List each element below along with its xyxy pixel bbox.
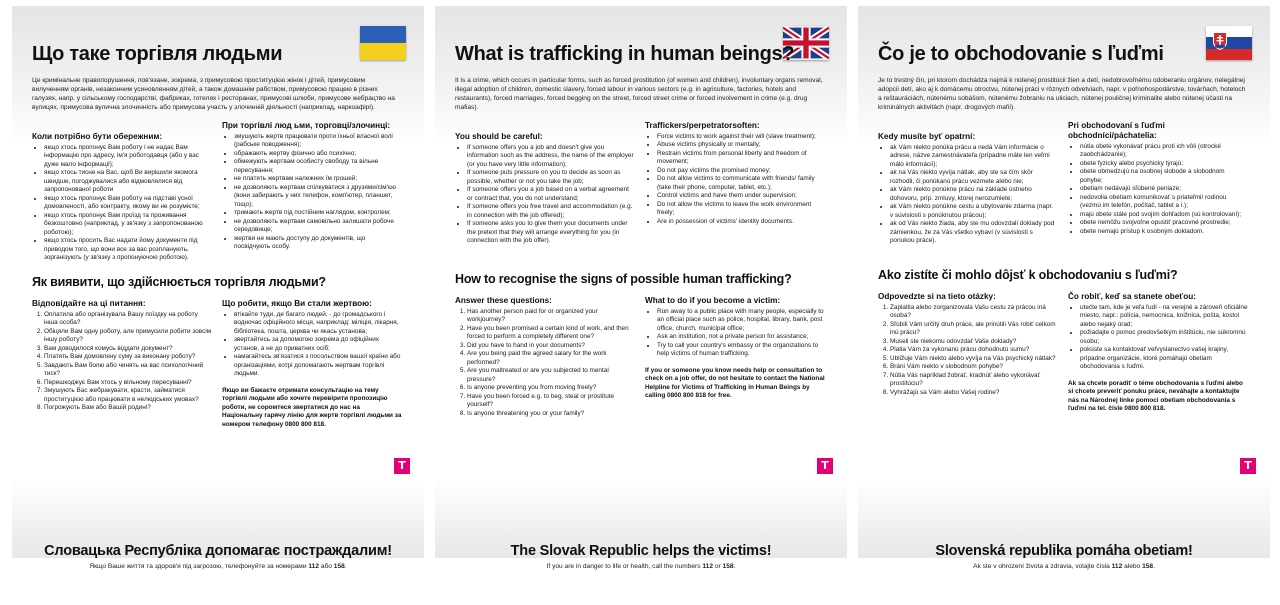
list-item: • obete nemôžu svojvoľne opustiť pracovné prostredie; <box>1080 219 1248 228</box>
traffickers-column <box>645 121 825 246</box>
emergency-number-158: 158 <box>333 563 345 570</box>
list-item: • ображають жертву фізично або психічно; <box>234 150 402 159</box>
list-item: • If someone offers you free travel and accommodation (e.g. in connection with the job offered); <box>467 203 635 220</box>
telekom-t-logo-icon: T <box>1240 458 1256 474</box>
panel-title: Що таке торгівля людьми <box>32 43 283 65</box>
list-item: • якщо хтось пропонує Вам роботу на підставі усної домовленості, або контракту, якому ви не розумієте; <box>44 195 212 212</box>
intro-paragraph: It is a crime, which occurs in particular forms, such as forced prostitution (of women and children), involuntary organs removal, illegal adoption of children, domestic slavery, forced labour in various sectors (e.g. in agriculture, factories, hotels and restaurants), forced marriages, forced begging on the street, forced street crime or forced involvement in crime (e.g. drug mafias). <box>455 77 823 112</box>
list-item: • Are in possession of victims' identity documents. <box>657 218 825 227</box>
list-item: • nútia obete vykonávať prácu proti ich vôli (otrocké zaobchádzanie); <box>1080 143 1248 160</box>
list-item: • Do not pay victims the promised money; <box>657 167 825 176</box>
panel-footer <box>858 542 1270 571</box>
careful-list <box>878 144 1058 246</box>
list-item: • pokúste sa kontaktovať veľvyslanectvo vašej krajiny, prípadne organizácie, ktoré pomáhajú obetiam obchodovania s ľuďmi. <box>1080 346 1248 372</box>
warning-columns <box>455 121 825 246</box>
list-item: • не платять жертвам належних їм грошей; <box>234 175 402 184</box>
careful-column <box>455 121 635 246</box>
list-item: • ak Vám niekto ponúka prácu a nedá Vám informácie o adrese, názve zamestnávateľa (prípadne máte len veľmi málo informácií); <box>890 144 1058 170</box>
emergency-number-112: 112 <box>308 563 319 570</box>
emergency-numbers: Якщо Ваше життя та здоров'я під загрозою, телефонуйте за номерами 112 або 158. <box>89 563 347 570</box>
helpline-note: If you or someone you know needs help or consultation to check on a job offer, do not hesitate to contact the National Helpline for Victims of Trafficking in Human Beings by calling 0800 800 818 for free. <box>645 366 825 400</box>
list-item: 1. Zaplatila alebo zorganizovala Vašu cestu za prácou iná osoba? <box>890 304 1058 321</box>
leaflet-panel-slovak <box>858 6 1270 598</box>
list-item: • не дозволяють жертвам самовільно залишати робоче середовище; <box>234 218 402 235</box>
questions-list <box>455 308 635 419</box>
list-item: • obete nemajú prístup k osobným dokladom. <box>1080 228 1248 237</box>
victim-heading: Що робити, якщо Ви стали жертвою: <box>222 298 372 308</box>
warning-columns <box>32 121 402 263</box>
intro-paragraph: Це кримінальне правопорушення, пов'язане, зокрема, з примусовою проституцією жінок і дітей, примусовим вилученням органів, незаконним усиновленням дітей, а також домашнім рабством, примусовою працею в різних галузях, напр. у сільському господарстві, фабриках, готелях і ресторанах, примусові шлюби, примусове жебрацтво на вулицях, примусова вулична злочинність або примусова участь у злочинній діяльності (наприклад, наркоафірі). <box>32 77 395 112</box>
telekom-t-logo-icon: T <box>394 458 410 474</box>
recognise-heading: How to recognise the signs of possible human trafficking? <box>455 271 792 286</box>
list-item: 3. Вам доводилося комусь віддати документ? <box>44 345 212 354</box>
leaflet-panel-ukrainian <box>12 6 424 598</box>
emergency-number-158: 158 <box>722 563 734 570</box>
questions-column <box>455 296 635 418</box>
traffickers-list <box>222 133 402 252</box>
questions-column <box>32 299 212 430</box>
traffickers-list <box>645 133 825 227</box>
emergency-number-112: 112 <box>1111 563 1123 570</box>
list-item: • nedovolia obetiam komunikovať s priateľmi/ rodinou (vezmú im telefón, počítač, tablet a i.); <box>1080 194 1248 211</box>
helpline-note: Якщо ви бажаєте отримати консультацію на тему торгівлі людьми або хочете перевірити пропозицію роботи, не соромтеся звертатися до нас на Національну гарячу лінію для жертв торгівлі людьми за номером телефону 0800 800 818. <box>222 386 402 428</box>
recognise-columns <box>878 292 1248 414</box>
recognise-columns <box>32 299 402 430</box>
list-item: • obete fyzicky alebo psychicky týrajú; <box>1080 160 1248 169</box>
slogan: The Slovak Republic helps the victims! <box>510 543 772 559</box>
panel-content <box>878 42 1248 414</box>
traffickers-list <box>1068 143 1248 237</box>
list-item: • Control victims and have them under supervision; <box>657 192 825 201</box>
list-item: 3. Museli ste niekomu odovzdať Vaše doklady? <box>890 338 1058 347</box>
leaflet-panel-english <box>435 6 847 598</box>
traffickers-column <box>1068 121 1248 246</box>
list-item: 3. Did you have to hand in your documents? <box>467 342 635 351</box>
list-item: 6. Bráni Vám niekto v slobodnom pohybe? <box>890 363 1058 372</box>
list-item: 2. Обіцяли Вам одну роботу, але примусили робити зовсім іншу роботу? <box>44 328 212 345</box>
questions-heading: Odpovedzte si na tieto otázky: <box>878 291 996 301</box>
list-item: 7. Змушують Вас жебракувати, красти, займатися проституцією або працювати в нелюдських умовах? <box>44 387 212 404</box>
list-item: • Do not allow victims to communicate with friends/ family (take their phone, computer, tablet, etc.); <box>657 175 825 192</box>
list-item: 2. Sľúbili Vám určitý druh práce, ale prinútili Vás robiť celkom inú prácu? <box>890 321 1058 338</box>
list-item: 6. Перешкоджує Вам хтось у вільному пересуванні? <box>44 379 212 388</box>
list-item: • obete obmedzujú na osobnej slobode a slobodnom pohybe; <box>1080 168 1248 185</box>
questions-list <box>32 311 212 413</box>
list-item: • якщо хтось просить Вас надати йому документи під приводом того, що вони все за вас розпланують, зорганізують (у зв'язку з пропонуючою роботою). <box>44 237 212 263</box>
traffickers-heading: Pri obchodovaní s ľuďmi obchodníci/páchatelia: <box>1068 121 1165 140</box>
list-item: • змушують жертв працювати проти їхньої власної волі (рабське поводження); <box>234 133 402 150</box>
list-item: 7. Nútia Vás napríklad žobrať, kradnúť alebo vykonávať prostitúciu? <box>890 372 1058 389</box>
list-item: • обмежують жертвам особисту свободу та вільне пересування; <box>234 158 402 175</box>
list-item: • Ask an institution, not a private person for assistance; <box>657 333 825 342</box>
list-item: • ak od Vás niekto žiada, aby ste mu odovzdali doklady pod zámienkou, že za Vás všetko vybaví (v súvislosti s ponukou práce). <box>890 220 1058 246</box>
list-item: 5. Завдають Вам болю або чинять на вас психологічний тиск? <box>44 362 212 379</box>
list-item: • не дозволяють жертвам спілкуватися з друзями/сім'єю (вони забирають у них телефон, комп'ютер, планшет, тощо); <box>234 184 402 210</box>
panel-title: What is trafficking in human beings? <box>455 43 795 65</box>
careful-heading: You should be careful: <box>455 132 543 142</box>
list-item: • втікайте туди, де багато людей, - до громадського і водночас офіційного місця, наприклад: міліція, лікарня, бібліотека, пошта, церква чи якась установа; <box>234 311 402 337</box>
list-item: • Restrain victims from personal liberty and freedom of movement; <box>657 150 825 167</box>
careful-column <box>32 121 212 263</box>
recognise-heading: Як виявити, що здійснюється торгівля людьми? <box>32 274 326 289</box>
list-item: • Do not allow the victims to leave the work environment freely; <box>657 201 825 218</box>
victim-heading: What to do if you become a victim: <box>645 295 781 305</box>
list-item: • požiadajte o pomoc predovšetkým inštitúciu, nie súkromnú osobu; <box>1080 329 1248 346</box>
panel-title: Čo je to obchodovanie s ľuďmi <box>878 43 1164 65</box>
telekom-t-logo-icon: T <box>817 458 833 474</box>
list-item: • жертви не мають доступу до документів, що посвідчують особу. <box>234 235 402 252</box>
list-item: • If someone offers you a job and doesn't give you information such as the address, the name of the employer (or you have very little information); <box>467 144 635 170</box>
list-item: 8. Is anyone threatening you or your family? <box>467 410 635 419</box>
careful-list <box>32 144 212 263</box>
list-item: • якщо хтось тисне на Вас, щоб Ви вирішили якомога швидше, погоджувалися або відмовлялися від запропонованої роботи <box>44 169 212 195</box>
list-item: • ak Vám niekto ponúkne prácu na základe ústneho dohovoru, príp. zmluvy, ktorej nerozumiete; <box>890 186 1058 203</box>
list-item: • тримають жертв під постійним наглядом, контролем; <box>234 209 402 218</box>
careful-heading: Kedy musíte byť opatrní: <box>878 132 976 142</box>
traffickers-heading: При торгівлі люд ьми, торговці/злочинці: <box>222 121 391 131</box>
list-item: • намагайтесь зв'язатися з посольством вашої країни або організаціями, котрі допомагають жертвам торгівлі людьми. <box>234 353 402 379</box>
victim-list <box>645 308 825 359</box>
list-item: 5. Ubližuje Vám niekto alebo vyvíja na Vás psychický nátlak? <box>890 355 1058 364</box>
list-item: • majú obete stále pod svojím dohľadom (sú kontrolovaní); <box>1080 211 1248 220</box>
careful-list <box>455 144 635 246</box>
victim-heading: Čo robiť, keď sa stanete obeťou: <box>1068 291 1196 301</box>
list-item: • obetiam nedávajú sľúbené peniaze; <box>1080 185 1248 194</box>
list-item: 8. Vyhrážajú sa Vám alebo Vašej rodine? <box>890 389 1058 398</box>
list-item: 7. Have you been forced e.g. to beg, steal or prostitute yourself? <box>467 393 635 410</box>
helpline-note: Ak sa chcete poradiť o téme obchodovania s ľuďmi alebo si chcete preveriť ponuku práce, neváhajte a kontaktujte nás na Národnej linke pomoci obetiam obchodovania s ľuďmi na tel. čísle 0800 800 818. <box>1068 379 1243 413</box>
panel-content <box>32 42 402 430</box>
list-item: • звертайтесь за допомогою зокрема до офіційних установ, а не до приватних осіб; <box>234 336 402 353</box>
questions-heading: Відповідайте на ці питання: <box>32 298 146 308</box>
list-item: 6. Is anyone preventing you from moving freely? <box>467 384 635 393</box>
panel-content <box>455 42 825 418</box>
victim-column <box>645 296 825 418</box>
questions-list <box>878 304 1058 398</box>
list-item: 4. Платять Вам домовлену суму за виконану роботу? <box>44 353 212 362</box>
list-item: 4. Are you being paid the agreed salary for the work performed? <box>467 350 635 367</box>
list-item: 5. Are you maltreated or are you subjected to mental pressure? <box>467 367 635 384</box>
list-item: 8. Погрожують Вам або Вашій родині? <box>44 404 212 413</box>
slogan: Slovenská republika pomáha obetiam! <box>935 543 1193 559</box>
list-item: • If someone asks you to give them your documents under the pretext that they will arrange everything for you (in connection with the job offer). <box>467 220 635 246</box>
traffickers-column <box>222 121 402 263</box>
victim-list <box>1068 304 1248 372</box>
list-item: • ak Vám niekto ponúkne cestu a ubytovanie zdarma (napr. v súvislosti s ponúknutou prácou); <box>890 203 1058 220</box>
panel-footer <box>435 542 847 571</box>
emergency-numbers: If you are in danger to life or health, call the numbers 112 or 158. <box>546 563 736 570</box>
intro-paragraph: Je to trestný čin, pri ktorom dochádza najmä k nútenej prostitúcii žien a detí, nedobrovoľnému odoberaniu orgánov, nelegálnej adopcii detí, ako aj k domácemu otroctvu, nútenej práci v rôznych odvetviach, napr. v poľnohospodárstve, továrňach, hoteloch a reštauráciách, nútenému sobášom, nútenému žobraniu na uliciach, nútenej pouličnej kriminalite alebo nútenej účasti na kriminálnych aktivitách (napr. drogových mafií). <box>878 77 1246 112</box>
victim-column <box>222 299 402 430</box>
questions-heading: Answer these questions: <box>455 295 552 305</box>
emergency-number-158: 158 <box>1142 563 1154 570</box>
list-item: • Abuse victims physically or mentally; <box>657 141 825 150</box>
list-item: • utečte tam, kde je veľa ľudí - na verejné a zároveň oficiálne miesto, napr.: polícia, nemocnica, knižnica, pošta, kostol alebo nejaký úrad; <box>1080 304 1248 330</box>
recognise-heading: Ako zistíte či mohlo dôjsť k obchodovaniu s ľuďmi? <box>878 267 1178 282</box>
list-item: • Force victims to work against their will (slave treatment); <box>657 133 825 142</box>
list-item: • Run away to a public place with many people, especially to an official place such as police, hospital, library, bank, post office, church, municipal office; <box>657 308 825 334</box>
list-item: • If someone puts pressure on you to decide as soon as possible, whether or not you take the job; <box>467 169 635 186</box>
slogan: Словацька Республіка допомагає постраждалим! <box>44 543 392 559</box>
list-item: • Try to call your country's embassy or the organizations to help victims of human trafficking. <box>657 342 825 359</box>
list-item: 1. Оплатила або організувала Вашу поїздку на роботу інша особа? <box>44 311 212 328</box>
list-item: • ak na Vás niekto vyvíja nátlak, aby ste sa čím skôr rozhodli, či ponúkanú prácu vezmete alebo nie; <box>890 169 1058 186</box>
emergency-number-112: 112 <box>702 563 714 570</box>
questions-column <box>878 292 1058 414</box>
victim-list <box>222 311 402 379</box>
list-item: 2. Have you been promised a certain kind of work, and then forced to perform a completely different one? <box>467 325 635 342</box>
careful-column <box>878 121 1058 246</box>
victim-column <box>1068 292 1248 414</box>
warning-columns <box>878 121 1248 246</box>
list-item: • якщо хтось пропонує Вам роботу і не надає Вам інформацію про адресу, ім'я роботодавця (або у вас дуже мало інформації); <box>44 144 212 170</box>
recognise-columns <box>455 296 825 418</box>
traffickers-heading: Traffickers/perpetratorsoften: <box>645 121 760 131</box>
careful-heading: Коли потрібно бути обережним: <box>32 132 163 142</box>
list-item: • якщо хтось пропонує Вам проїзд та проживання безкоштовно (наприклад, у зв'язку з запропонованою роботою); <box>44 212 212 238</box>
list-item: 4. Platia Vám za vykonanú prácu dohodnutú sumu? <box>890 346 1058 355</box>
list-item: • If someone offers you a job based on a verbal agreement or contract that, you do not understand; <box>467 186 635 203</box>
panel-footer <box>12 542 424 571</box>
list-item: 1. Has another person paid for or organized your workjourney? <box>467 308 635 325</box>
emergency-numbers: Ak ste v ohrození života a zdravia, volajte čísla 112 alebo 158. <box>973 563 1155 570</box>
